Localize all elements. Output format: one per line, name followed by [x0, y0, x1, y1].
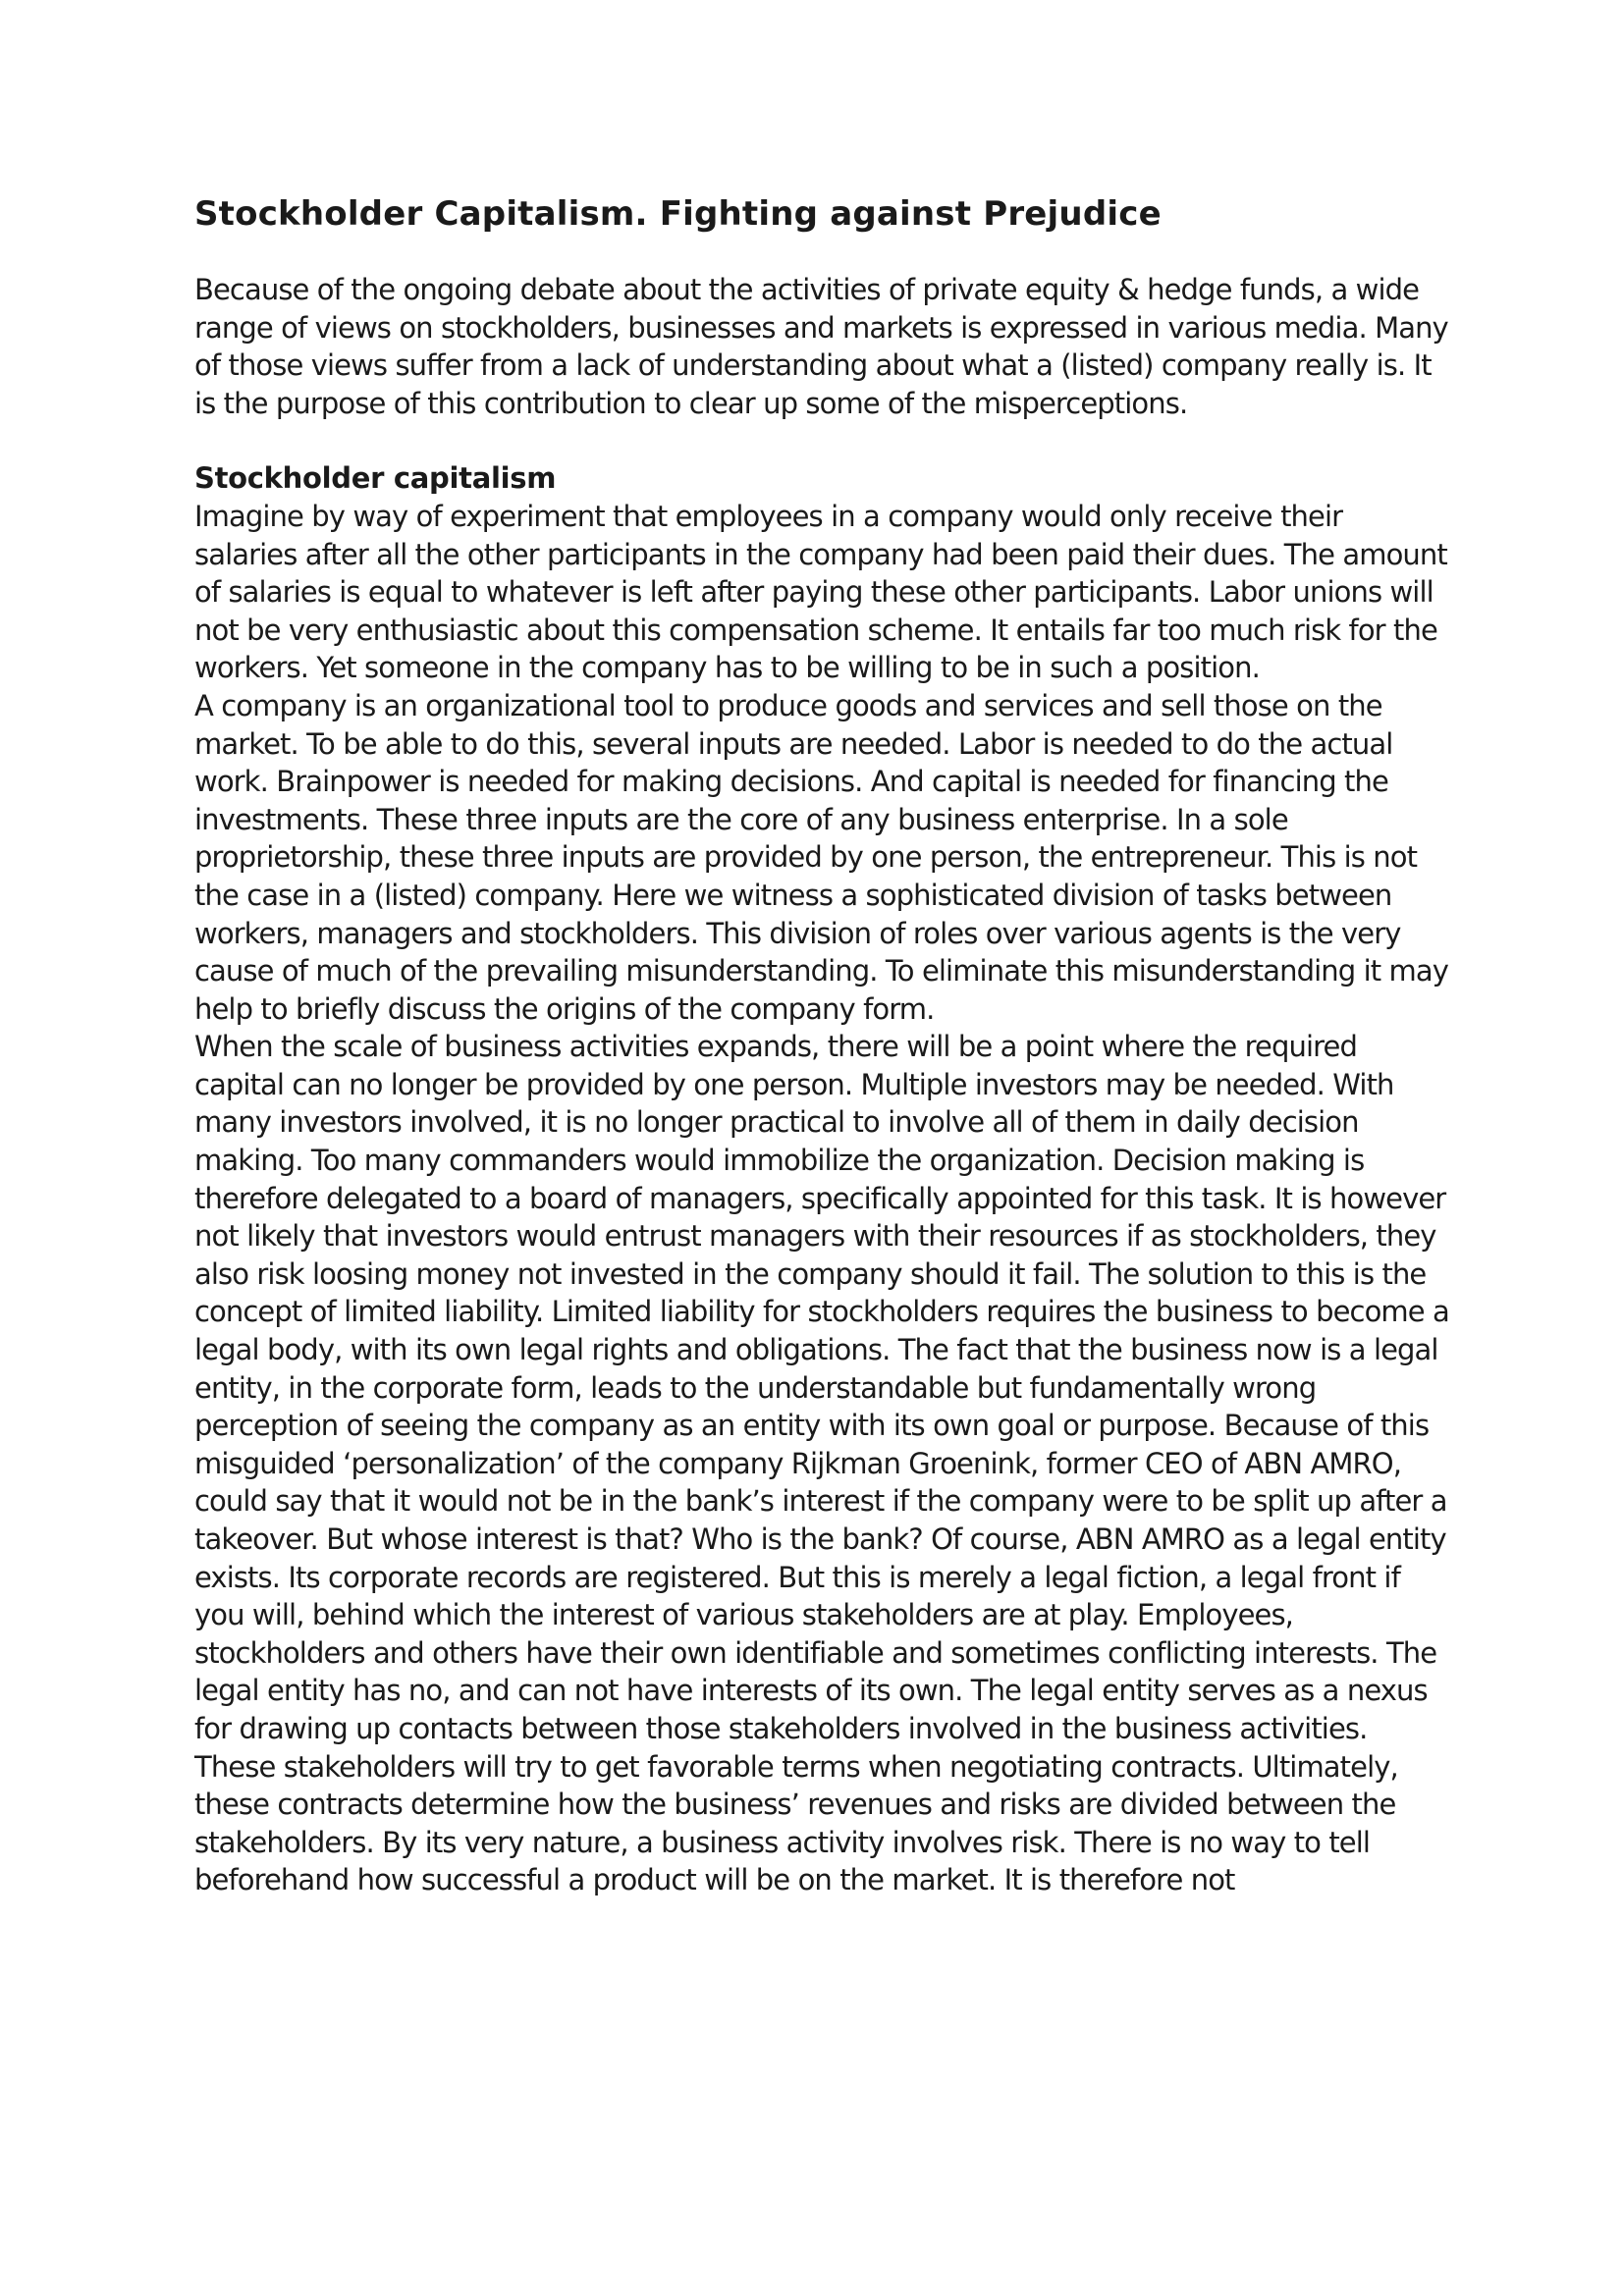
section-heading: Stockholder capitalism [194, 461, 557, 496]
body-paragraph-1: Imagine by way of experiment that employees in a company would only receive their salaries after all the other participants in the company had been paid their dues. The amount of salaries is equal to whatever is left after paying these other participants. Labor unions will not be very enthusiastic about this compensation scheme. It entails far too much risk for the workers. Yet someone in the company has to be willing to be in such a position. [194, 499, 1447, 685]
intro-paragraph: Because of the ongoing debate about the activities of private equity & hedge funds, a wide range of views on stockholders, businesses and markets is expressed in various media. Many of those views suffer from a lack of understanding about what a (listed) company really is. It is the purpose of this contribution to clear up some of the misperceptions. [194, 273, 1448, 420]
document-title: Stockholder Capitalism. Fighting against Prejudice [194, 194, 1162, 234]
body-paragraph-2: A company is an organizational tool to produce goods and services and sell those on the market. To be able to do this, several inputs are needed. Labor is needed to do the actual work. Brainpower is needed for making decisions. And capital is needed for financing the investments. These three inputs are the core of any business enterprise. In a sole proprietorship, these three inputs are provided by one person, the entrepreneur. This is not the case in a (listed) company. Here we witness a sophisticated division of tasks between workers, managers and stockholders. This division of roles over various agents is the very cause of much of the prevailing misunderstanding. To eliminate this misunderstanding it may help to briefly discuss the origins of the company form. [194, 688, 1449, 1026]
body-paragraph-3: When the scale of business activities expands, there will be a point where the required capital can no longer be provided by one person. Multiple investors may be needed. With many investors involved, it is no longer practical to involve all of them in daily decision making. Too many commanders would immobilize the organization. Decision making is therefore delegated to a board of managers, specifically appointed for this task. It is however not likely that investors would entrust managers with their resources if as stockholders, they also risk loosing money not invested in the company should it fail. The solution to this is the concept of limited liability. Limited liability for stockholders requires the business to become a legal body, with its own legal rights and obligations. The fact that the business now is a legal entity, in the corporate form, leads to the understandable but fundamentally wrong perception of seeing the company as an entity with its own goal or purpose. Because of this misguided ‘personalization’ of the company Rijkman Groenink, former CEO of ABN AMRO, could say that it would not be in the bank’s interest if the company were to be split up after a takeover. But whose interest is that? Who is the bank? Of course, ABN AMRO as a legal entity exists. Its corporate records are registered. But this is merely a legal fiction, a legal front if you will, behind which the interest of various stakeholders are at play. Employees, stockholders and others have their own identifiable and sometimes conflicting interests. The legal entity has no, and can not have interests of its own. The legal entity serves as a nexus for drawing up contacts between those stakeholders involved in the business activities. These stakeholders will try to get favorable terms when negotiating contracts. Ultimately, these contracts determine how the business’ revenues and risks are divided between the stakeholders. By its very nature, a business activity involves risk. There is no way to tell beforehand how successful a product will be on the market. It is therefore not [194, 1030, 1449, 1897]
document-page [194, 192, 1451, 1899]
